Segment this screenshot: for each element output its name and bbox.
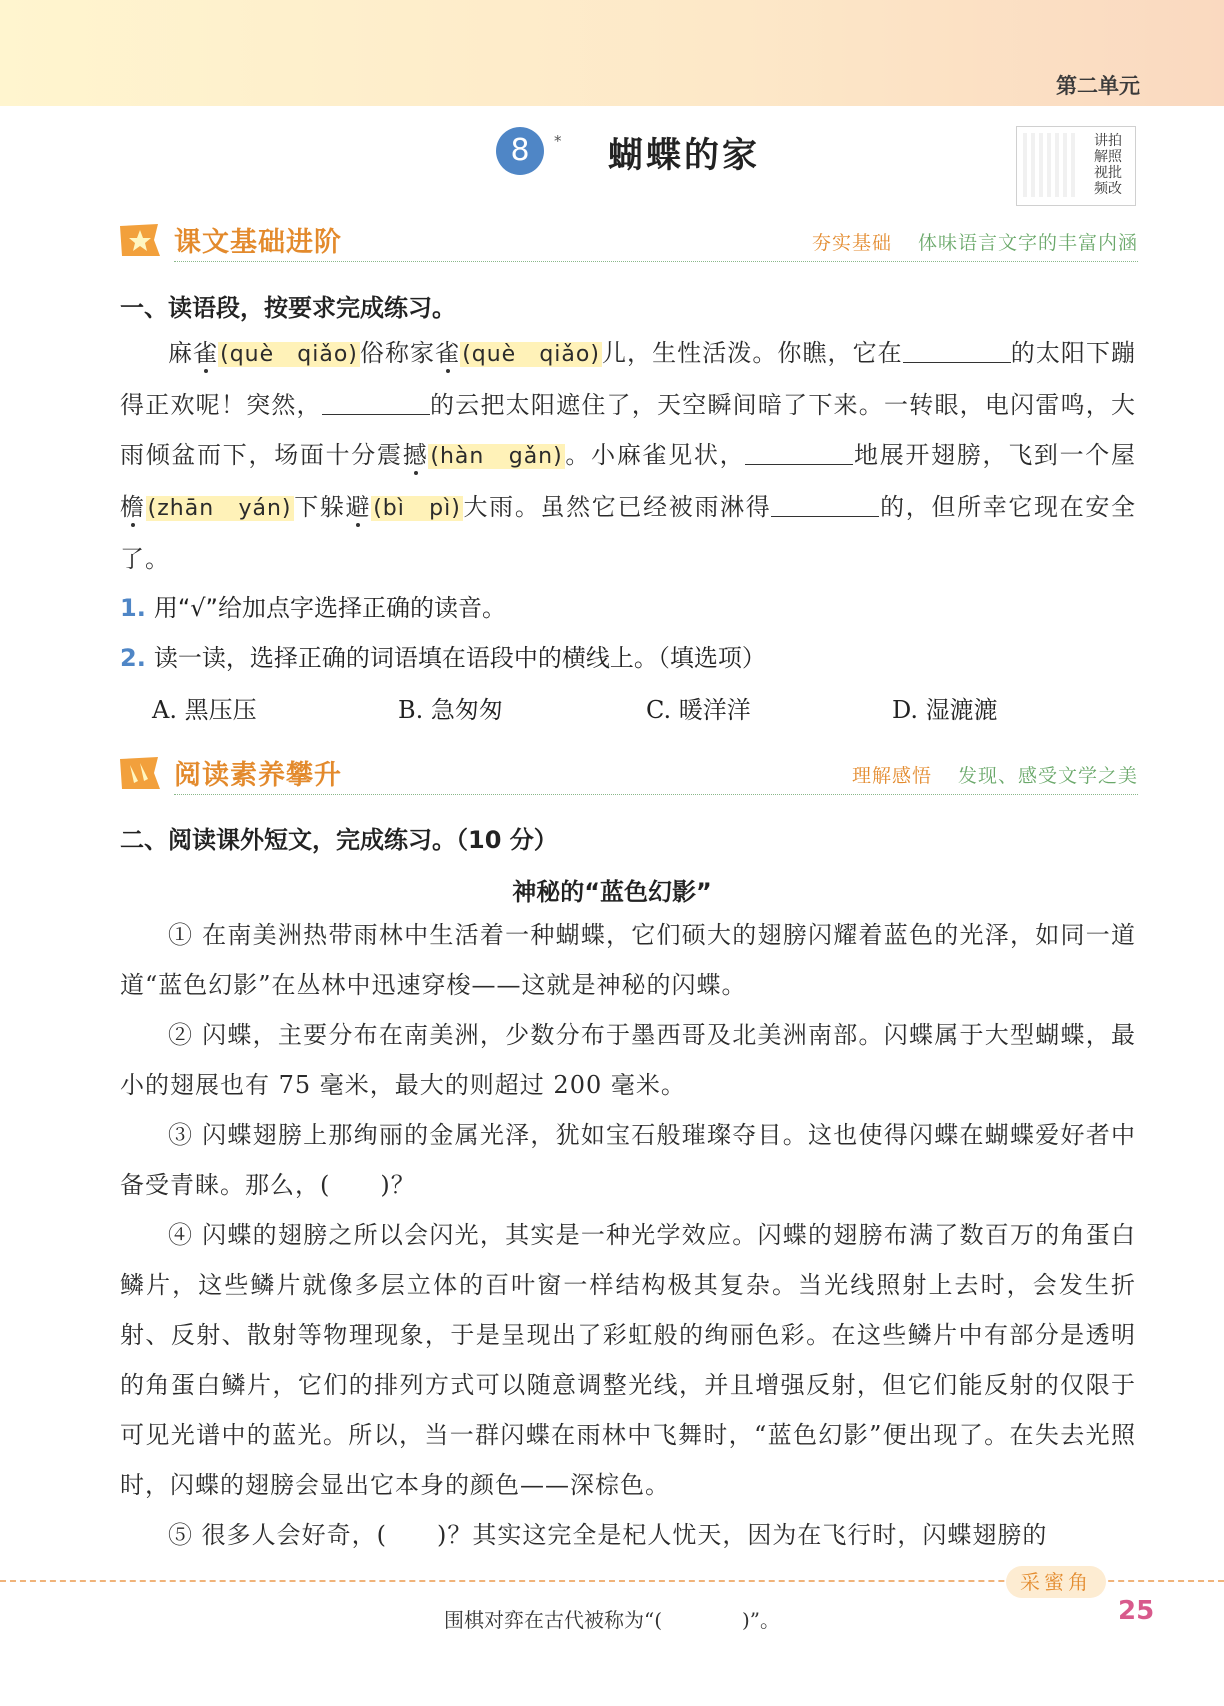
option-b[interactable]: B. 急匆匆 bbox=[398, 696, 503, 724]
article-paragraph-4: ④ 闪蝶的翅膀之所以会闪光，其实是一种光学效应。闪蝶的翅膀布满了数百万的角蛋白鳞片，这些鳞片就像多层立体的百叶窗一样结构极其复杂。当光线照射上去时，会发生折射、反射、散射等物理现象，于是呈现出了彩虹般的绚丽色彩。在这些鳞片中有部分是透明的角蛋白鳞片，它们的排列方式可以随意调整光线，并且增强反射，但它们能反射的仅限于可见光谱中的蓝光。所以，当一群闪蝶在雨林中飞舞时，“蓝色幻影”便出现了。在失去光照时，闪蝶的翅膀会显出它本身的颜色——深棕色。 bbox=[120, 1221, 1136, 1499]
article-paragraph-5: ⑤ 很多人会好奇，( )？其实这完全是杞人忧天，因为在飞行时，闪蝶翅膀的 bbox=[168, 1521, 1048, 1549]
fill-blank[interactable] bbox=[903, 332, 1011, 363]
section-title: 阅读素养攀升 bbox=[174, 760, 342, 791]
section-header-basics bbox=[118, 220, 1138, 260]
option-c[interactable]: C. 暖洋洋 bbox=[646, 696, 751, 724]
option-d[interactable]: D. 湿漉漉 bbox=[892, 696, 998, 724]
sub-question-1: 1. 用“√”给加点字选择正确的读音。 bbox=[120, 594, 506, 622]
lesson-title: 蝴蝶的家 bbox=[608, 136, 761, 176]
article-title: 神秘的“蓝色幻影” bbox=[512, 878, 712, 906]
section-divider bbox=[174, 794, 1138, 795]
qr-caption: 讲拍解照视批频改 bbox=[1094, 133, 1122, 197]
fill-blank[interactable] bbox=[745, 434, 853, 465]
section-motto: 理解感悟 发现、感受文学之美 bbox=[851, 765, 1138, 787]
option-a[interactable]: A. 黑压压 bbox=[152, 696, 257, 724]
lesson-number-badge: 8 bbox=[496, 127, 544, 175]
article-paragraph-2: ② 闪蝶，主要分布在南美洲，少数分布于墨西哥及北美洲南部。闪蝶属于大型蝴蝶，最小的翅展也有 75 毫米，最大的则超过 200 毫米。 bbox=[120, 1021, 1136, 1099]
pinyin-choice[interactable]: (hàn gǎn) bbox=[430, 444, 563, 469]
star-flag-icon bbox=[118, 222, 162, 258]
lesson-mark: * bbox=[554, 132, 562, 150]
fill-blank[interactable] bbox=[322, 384, 430, 415]
unit-label: 第二单元 bbox=[1056, 74, 1140, 98]
question-1-heading: 一、读语段，按要求完成练习。 bbox=[120, 294, 456, 322]
section-motto: 夯实基础 体味语言文字的丰富内涵 bbox=[811, 232, 1138, 254]
qr-code-box[interactable] bbox=[1016, 126, 1136, 206]
pinyin-choice[interactable]: (què qiǎo) bbox=[220, 342, 358, 367]
book-flag-icon bbox=[118, 755, 162, 791]
footer-tag: 采蜜角 bbox=[1006, 1566, 1106, 1598]
pinyin-choice[interactable]: (zhān yán) bbox=[147, 496, 292, 521]
passage-1: 麻雀(què qiǎo)俗称家雀(què qiǎo)儿，生性活泼。你瞧，它在 的太阳下蹦得正欢呢！突然， 的云把太阳遮住了，天空瞬间暗了下来。一转眼，电闪雷鸣，大雨倾盆而下，场面十分震撼(hàn gǎn)。小麻雀见状， 地展开翅膀，飞到一个屋檐(zhān yán)下躲避(bì pì)大雨。虽然它已经被雨淋得 的，但所幸它现在安全了。 bbox=[120, 328, 1136, 584]
section-divider bbox=[174, 261, 1138, 262]
page-number: 25 bbox=[1118, 1596, 1155, 1626]
question-2-heading: 二、阅读课外短文，完成练习。（10 分） bbox=[120, 826, 558, 854]
section-header-reading bbox=[118, 753, 1138, 793]
footer-question: 围棋对弈在古代被称为“( )”。 bbox=[443, 1608, 781, 1632]
header-band bbox=[0, 0, 1224, 106]
pinyin-choice[interactable]: (bì pì) bbox=[373, 496, 461, 521]
fill-blank[interactable] bbox=[771, 486, 879, 517]
article-paragraph-3: ③ 闪蝶翅膀上那绚丽的金属光泽，犹如宝石般璀璨夺目。这也使得闪蝶在蝴蝶爱好者中备受青睐。那么，( )？ bbox=[120, 1121, 1136, 1199]
qr-code-icon bbox=[1023, 133, 1079, 197]
pinyin-choice[interactable]: (què qiǎo) bbox=[462, 342, 600, 367]
sub-question-2: 2. 读一读，选择正确的词语填在语段中的横线上。（填选项） bbox=[120, 644, 766, 672]
section-title: 课文基础进阶 bbox=[174, 227, 342, 258]
article-paragraph-1: ① 在南美洲热带雨林中生活着一种蝴蝶，它们硕大的翅膀闪耀着蓝色的光泽，如同一道道“蓝色幻影”在丛林中迅速穿梭——这就是神秘的闪蝶。 bbox=[120, 921, 1136, 999]
